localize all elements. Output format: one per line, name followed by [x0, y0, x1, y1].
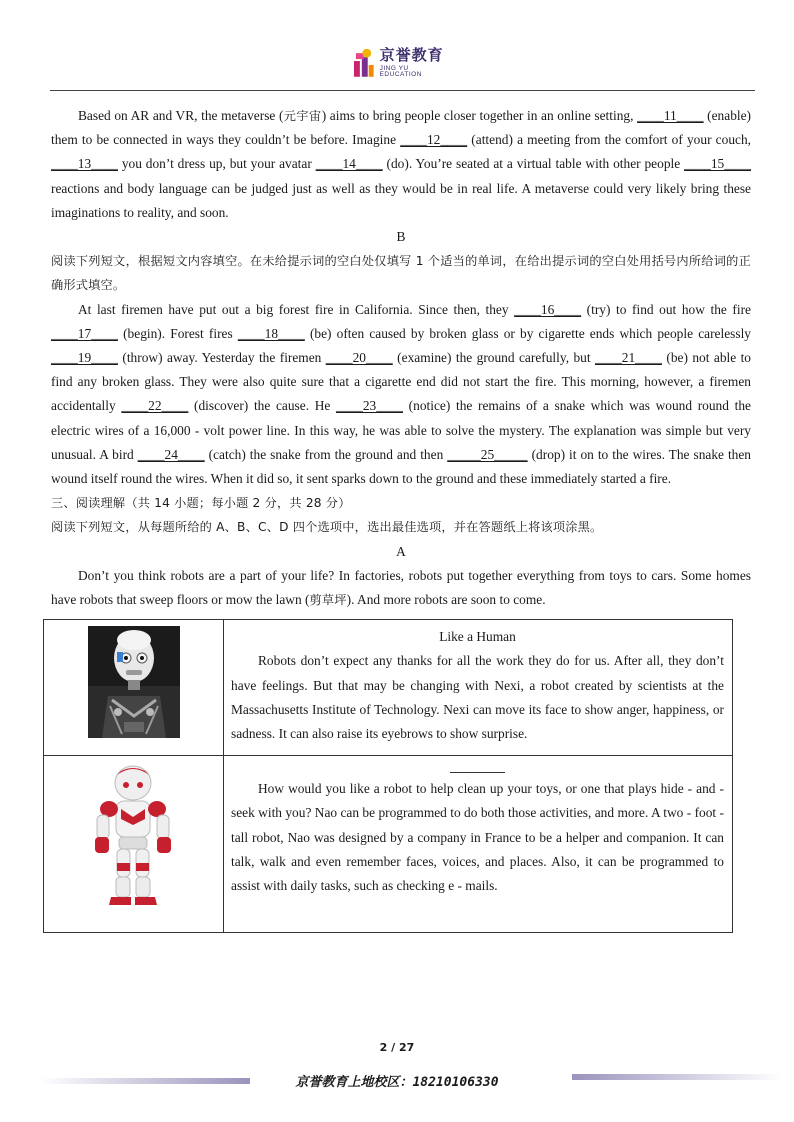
- logo-icon: [352, 47, 376, 79]
- blank-11: ____11____: [637, 108, 704, 123]
- header-logo: [352, 46, 452, 80]
- row2-title-blank: [450, 772, 505, 773]
- blank-22: ____22____: [121, 398, 189, 414]
- blank-25: _____25_____: [447, 446, 528, 462]
- logo-chinese-name: 京誉教育: [379, 45, 444, 64]
- section-3-heading: 三、阅读理解（共 14 小题；每小题 2 分，共 28 分）: [51, 496, 351, 511]
- section-3-instruction: 阅读下列短文，从每题所给的 A、B、C、D 四个选项中，选出最佳选项，并在答题纸上将该项涂黑。: [51, 520, 603, 535]
- logo-english-name: JING YU EDUCATION: [379, 64, 422, 78]
- blank-14: ____14____: [315, 156, 383, 172]
- section-3-label: A: [396, 543, 406, 559]
- robots-intro: Don’t you think robots are a part of your life? In factories, robots put together everything from toys to cars. Some homes have robots that sweep floors or mow the lawn (剪草坪). And more robots are soon to come.: [51, 567, 751, 608]
- header-divider: [50, 90, 755, 91]
- blank-20: ____20____: [325, 350, 393, 366]
- blank-18: ____18____: [237, 325, 305, 341]
- nao-text-cell: [224, 756, 733, 933]
- blank-15: ____15____: [684, 156, 752, 172]
- nexi-image-cell: [44, 620, 224, 756]
- blank-23: ____23____: [336, 398, 403, 414]
- blank-12: ____12____: [400, 132, 468, 148]
- blank-16: ____16____: [514, 301, 582, 317]
- row1-title: Like a Human: [439, 629, 516, 645]
- nexi-text-cell: [224, 620, 733, 756]
- blank-24: ____24____: [137, 446, 205, 462]
- passage-forest-fire: At last firemen have put out a big forest fire in California. Since then, they ____16____ (try) to find out how the fire ____17____ (begin). Forest fires ____18____ (be) often caused by broken glass or by cigarette ends which people carelessly ____19____ (throw) away. Yesterday the firemen ____20____ (examine) the ground carefully, but ____21____ (be) not able to find any broken glass. They were also quite sure that a cigarette end did not start the fire. This morning, however, a firemen accidentally ____22____ (discover) the cause. He ____23____ (notice) the remains of a snake which was wound round the electric wires of a 16,000 - volt power line. In this way, he was able to solve the mystery. The explanation was simple but very unusual. A bird ____24____ (catch) the snake from the ground and then _____25_____ (drop) it on to the wires. The snake then wound itself round the wires. When it did so, it sent sparks down to the ground and these immediately started a fire.: [51, 301, 752, 487]
- nao-image-cell: [44, 756, 224, 933]
- section-b-label: B: [396, 229, 406, 245]
- robots-table: [43, 619, 733, 933]
- page-content: [51, 104, 751, 933]
- footer-school-contact: 京誉教育上地校区：18210106330: [295, 1075, 499, 1090]
- blank-19: ____19____: [51, 350, 118, 366]
- page-number: 2 / 27: [379, 1041, 415, 1054]
- row1-text: Robots don’t expect any thanks for all the work they do for us. After all, they don’t have feelings. But that may be changing with Nexi, a robot created by scientists at the Massachusetts Institute of Technology. Nexi can move its face to show anger, happiness, or sadness. It can also raise its eyebrows to show surprise.: [231, 653, 724, 742]
- section-b-instruction: 阅读下列短文，根据短文内容填空。在未给提示词的空白处仅填写 1 个适当的单词，在给出提示词的空白处用括号内所给词的正确形式填空。: [51, 254, 751, 293]
- nao-robot-image: [83, 761, 183, 911]
- passage-metaverse: Based on AR and VR, the metaverse (元宇宙) aims to bring people closer together in an online setting, ____11____ (enable) them to be connected in ways they couldn’t be before. Imagine ____12____ (attend) a meeting from the comfort of your couch, ____13____ you don’t dress up, but your avatar ____14____ (do). You’re seated at a virtual table with other people ____15____ reactions and body language can be judged just as well as they would be in real life. A metaverse could very likely bring these imaginations to reality, and soon.: [51, 108, 752, 220]
- blank-21: ____21____: [595, 350, 662, 366]
- nexi-robot-image: [88, 626, 180, 738]
- row2-text: How would you like a robot to help clean up your toys, or one that plays hide - and - seek with you? Nao can be programmed to do both those activities, and more. A two - foot - tall robot, Nao was designed by a company in France to be a helper and companion. It can talk, walk and even remember faces, voices, and places. Also, it can be programmed to assist with daily tasks, such as checking e - mails.: [231, 781, 724, 894]
- blank-13: ____13____: [51, 156, 118, 172]
- table-row: [44, 620, 733, 756]
- blank-17: ____17____: [51, 325, 118, 341]
- table-row: [44, 756, 733, 933]
